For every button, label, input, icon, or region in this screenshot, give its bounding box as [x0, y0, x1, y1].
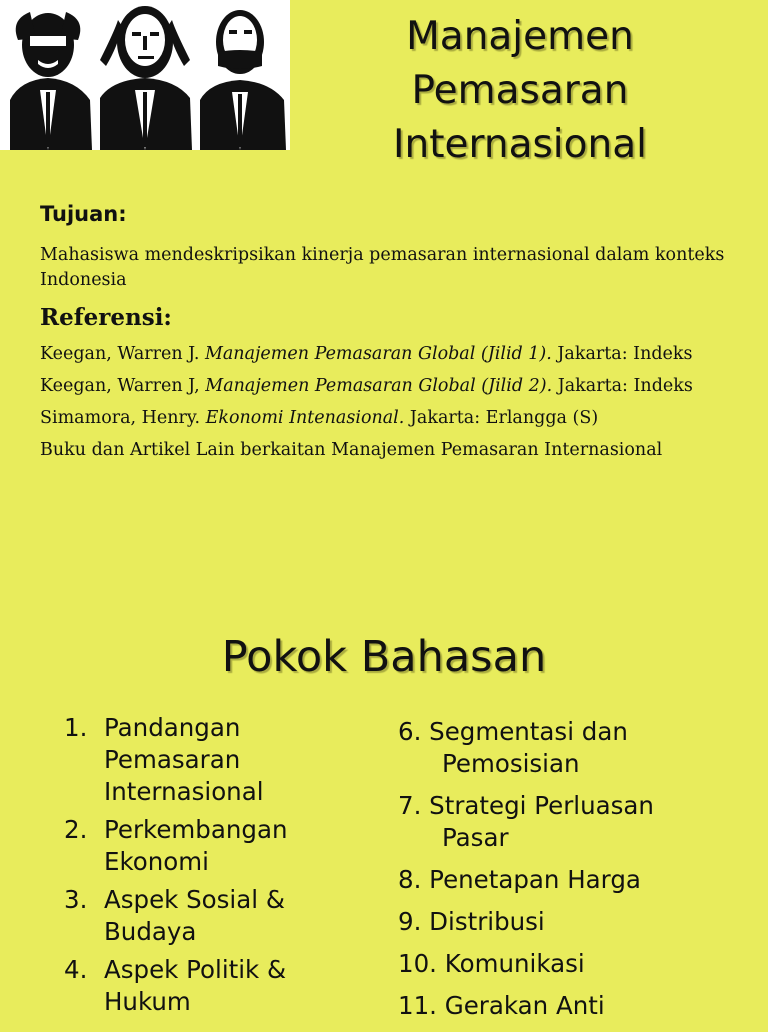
- topic-number: 1.: [64, 713, 88, 742]
- topic-text: 6. Segmentasi dan: [398, 717, 628, 746]
- referensi-heading: Referensi:: [40, 304, 172, 331]
- title-line-3: Internasional: [393, 122, 647, 167]
- reference-author: Simamora, Henry.: [40, 408, 206, 428]
- topic-item: [398, 790, 758, 854]
- topic-item: [398, 864, 758, 896]
- slide-title: [330, 10, 710, 172]
- topic-list-right: [398, 716, 758, 1032]
- topic-text: 9. Distribusi: [398, 907, 545, 936]
- topic-text: Aspek Sosial & Budaya: [104, 885, 285, 946]
- title-line-1: Manajemen: [406, 14, 634, 59]
- reference-title: Manajemen Pemasaran Global (Jilid 1).: [204, 344, 552, 364]
- reference-list: [40, 342, 750, 470]
- reference-publisher: Jakarta: Indeks: [552, 376, 693, 396]
- topic-text: 10. Komunikasi: [398, 949, 585, 978]
- reference-author: Keegan, Warren J,: [40, 376, 206, 396]
- topic-text: 8. Penetapan Harga: [398, 865, 641, 894]
- slide-2: [0, 584, 768, 1024]
- topic-number: 4.: [64, 955, 88, 984]
- reference-item: [40, 342, 750, 367]
- topic-number: 2.: [64, 815, 88, 844]
- tujuan-text: Mahasiswa mendeskripsikan kinerja pemasaran internasional dalam konteks Indonesia: [40, 245, 725, 290]
- reference-author: Keegan, Warren J.: [40, 344, 205, 364]
- reference-item: [40, 406, 750, 431]
- topic-item: [64, 884, 364, 948]
- reference-publisher: Jakarta: Erlangga (S): [404, 408, 599, 428]
- topic-number: 3.: [64, 885, 88, 914]
- topic-item: [398, 948, 758, 980]
- topic-text: Pandangan Pemasaran Internasional: [104, 713, 264, 806]
- topic-item: [398, 990, 758, 1022]
- topic-item: [398, 716, 758, 780]
- topic-text: Perkembangan Ekonomi: [104, 815, 288, 876]
- topic-text: 11. Gerakan Anti: [398, 991, 605, 1020]
- three-men-illustration-icon: [0, 0, 290, 150]
- tujuan-heading: Tujuan:: [40, 202, 127, 226]
- see-no-evil-illustration: [0, 0, 290, 150]
- reference-title: Manajemen Pemasaran Global (Jilid 2).: [205, 376, 553, 396]
- topic-item: [64, 814, 364, 878]
- pokok-bahasan-title: Pokok Bahasan: [221, 632, 547, 682]
- topic-item: [398, 906, 758, 938]
- topic-list-left: [64, 712, 364, 1024]
- topic-item: [64, 712, 364, 808]
- topic-text-continued: Pasar: [442, 823, 509, 852]
- reference-item: [40, 438, 750, 463]
- topic-text: 7. Strategi Perluasan: [398, 791, 654, 820]
- reference-text: Buku dan Artikel Lain berkaitan Manajemen Pemasaran Internasional: [40, 440, 663, 460]
- topic-item: [64, 954, 364, 1018]
- reference-publisher: Jakarta: Indeks: [551, 344, 693, 364]
- title-line-2: Pemasaran: [411, 68, 629, 113]
- reference-title: Ekonomi Intenasional.: [205, 408, 405, 428]
- reference-item: [40, 374, 750, 399]
- topic-text-continued: Pemosisian: [442, 749, 580, 778]
- topic-text: Aspek Politik & Hukum: [104, 955, 287, 1016]
